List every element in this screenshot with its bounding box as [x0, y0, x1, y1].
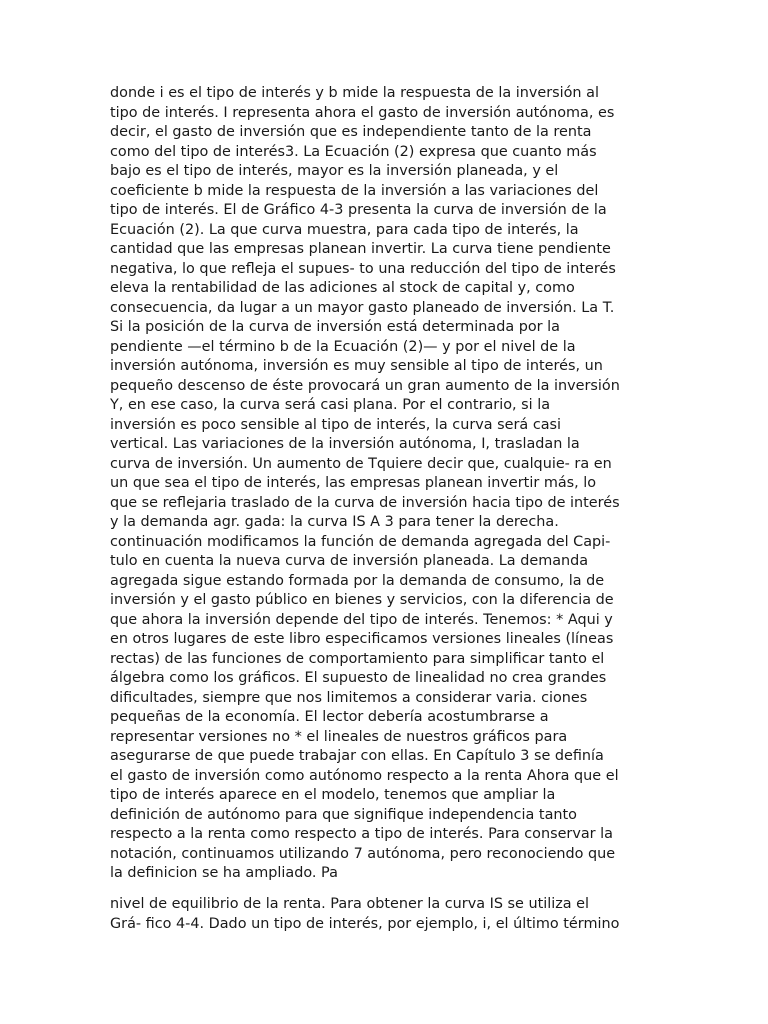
text-line: y la demanda agr. gada: la curva IS A 3 para tener la derecha.	[110, 514, 559, 530]
text-line: tipo de interés aparece en el modelo, tenemos que ampliar la	[110, 787, 556, 803]
text-line: Ecuación (2). La que curva muestra, para cada tipo de interés, la	[110, 221, 579, 238]
text-line: pequeñas de la economía. El lector debería acostumbrarse a	[110, 709, 549, 725]
text-line: un que sea el tipo de interés, las empresas planean invertir más, lo	[110, 475, 597, 491]
text-line: la definicion se ha ampliado. Pa	[110, 865, 338, 881]
text-line: vertical. Las variaciones de la inversión autónoma, I, trasladan la	[110, 436, 580, 452]
text-line: cantidad que las empresas planean invertir. La curva tiene pendiente	[110, 241, 611, 257]
text-line: que se reflejaria traslado de la curva de inversión hacia tipo de interés	[110, 494, 620, 511]
text-line: Si la posición de la curva de inversión está determinada por la	[110, 319, 560, 335]
text-line: el gasto de inversión como autónomo respecto a la renta Ahora que el	[110, 767, 619, 784]
text-line: representar versiones no * el lineales de nuestros gráficos para	[110, 728, 568, 745]
text-line: Grá- fico 4-4. Dado un tipo de interés, por ejemplo, i, el último término	[110, 915, 620, 932]
text-line: rectas) de las funciones de comportamiento para simplificar tanto el	[110, 650, 605, 667]
text-line: que ahora la inversión depende del tipo de interés. Tenemos: * Aqui y	[110, 611, 613, 628]
text-line: respecto a la renta como respecto a tipo de interés. Para conservar la	[110, 826, 613, 842]
text-line: eleva la rentabilidad de las adiciones al stock de capital y, como	[110, 280, 575, 296]
text-line: inversión autónoma, inversión es muy sensible al tipo de interés, un	[110, 358, 603, 374]
text-line: negativa, lo que refleja el supues- to una reducción del tipo de interés	[110, 260, 616, 277]
text-line: inversión es poco sensible al tipo de interés, la curva será casi	[110, 416, 562, 433]
text-line: en otros lugares de este libro especificamos versiones lineales (líneas	[110, 631, 614, 647]
text-line: bajo es el tipo de interés, mayor es la inversión planeada, y el	[110, 163, 559, 179]
text-line: Y, en ese caso, la curva será casi plana. Por el contrario, si la	[110, 397, 551, 413]
text-line: decir, el gasto de inversión que es independiente tanto de la renta	[110, 124, 592, 140]
text-line: consecuencia, da lugar a un mayor gasto planeado de inversión. La T.	[110, 299, 615, 316]
text-line: inversión y el gasto público en bienes y servicios, con la diferencia de	[110, 592, 614, 608]
text-line: definición de autónomo para que signifique independencia tanto	[110, 806, 577, 823]
text-line: como del tipo de interés3. La Ecuación (2) expresa que cuanto más	[110, 143, 597, 160]
text-line: álgebra como los gráficos. El supuesto de linealidad no crea grandes	[110, 670, 607, 686]
text-line: pendiente —el término b de la Ecuación (2)— y por el nivel de la	[110, 338, 576, 355]
text-line: curva de inversión. Un aumento de Tquiere decir que, cualquie- ra en	[110, 455, 612, 472]
text-line: nivel de equilibrio de la renta. Para obtener la curva IS se utiliza el	[110, 896, 590, 912]
text-line: donde i es el tipo de interés y b mide la respuesta de la inversión al	[110, 85, 599, 101]
text-line: pequeño descenso de éste provocará un gran aumento de la inversión	[110, 377, 620, 394]
text-line: tipo de interés. I representa ahora el gasto de inversión autónoma, es	[110, 104, 615, 121]
text-line: agregada sigue estando formada por la demanda de consumo, la de	[110, 572, 605, 589]
text-line: coeficiente b mide la respuesta de la inversión a las variaciones del	[110, 182, 599, 199]
text-line: dificultades, siempre que nos limitemos a considerar varia. ciones	[110, 689, 588, 706]
text-line: tulo en cuenta la nueva curva de inversión planeada. La demanda	[110, 553, 589, 569]
text-line: continuación modificamos la función de demanda agregada del Capi-	[110, 533, 611, 550]
text-line: asegurarse de que puede trabajar con ellas. En Capítulo 3 se definía	[110, 748, 604, 764]
text-line: tipo de interés. El de Gráfico 4-3 presenta la curva de inversión de la	[110, 202, 607, 218]
text-line: notación, continuamos utilizando 7 autónoma, pero reconociendo que	[110, 845, 616, 862]
